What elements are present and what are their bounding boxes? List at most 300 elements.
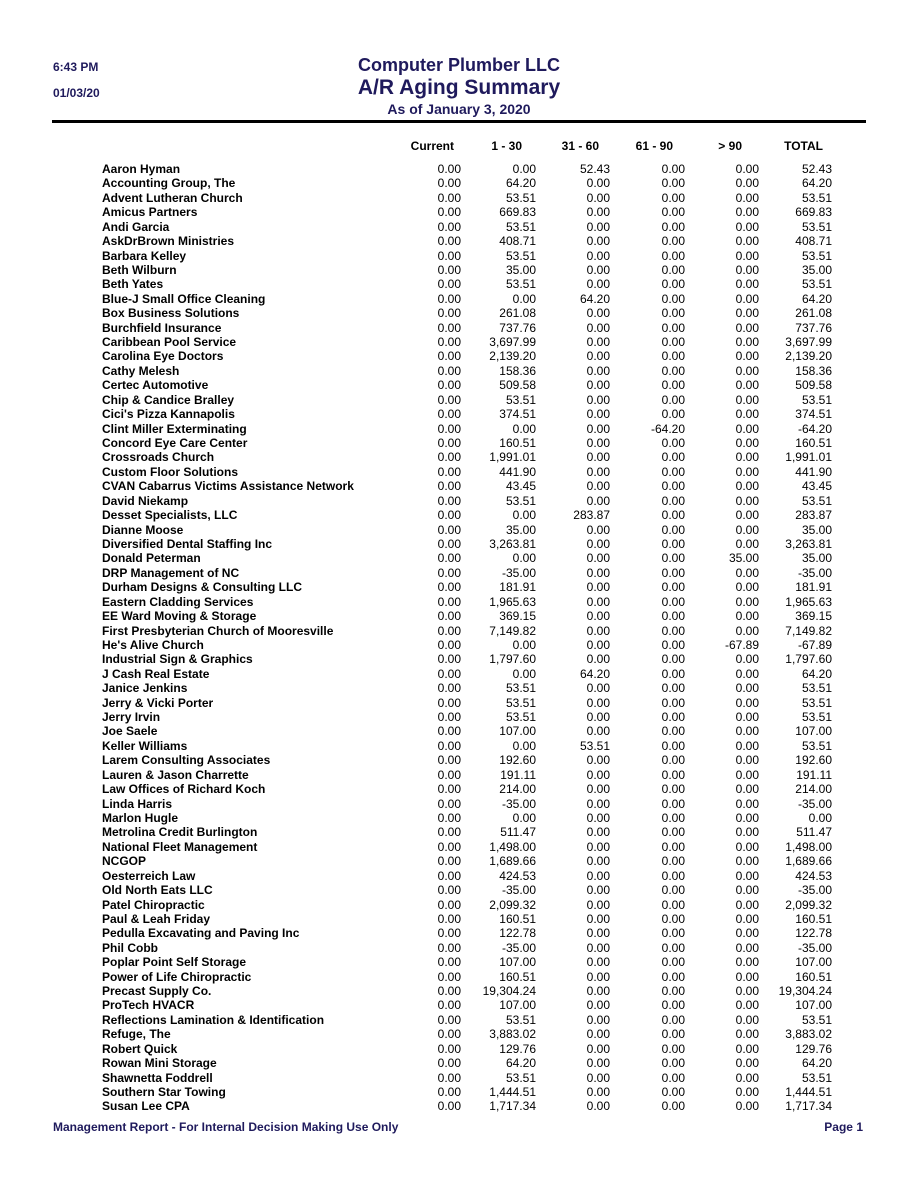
amount-61-90: 0.00 — [661, 1070, 685, 1085]
current-amount: 0.00 — [437, 536, 461, 551]
amount-61-90: 0.00 — [661, 349, 685, 364]
table-row — [0, 292, 918, 306]
amount-over-90: 0.00 — [735, 710, 759, 725]
amount-1-30: -35.00 — [501, 796, 536, 811]
amount-1-30: 160.51 — [499, 911, 536, 926]
current-amount: 0.00 — [437, 1041, 461, 1056]
amount-31-60: 0.00 — [586, 565, 610, 580]
amount-61-90: 0.00 — [661, 767, 685, 782]
amount-over-90: 0.00 — [735, 623, 759, 638]
table-row — [0, 667, 918, 681]
current-amount: 0.00 — [437, 854, 461, 869]
customer-name: Pedulla Excavating and Paving Inc — [102, 926, 300, 941]
customer-name: Joe Saele — [102, 724, 158, 739]
amount-1-30: 2,099.32 — [489, 897, 536, 912]
total-amount: 737.76 — [795, 320, 832, 335]
amount-31-60: 0.00 — [586, 479, 610, 494]
amount-over-90: 0.00 — [735, 1027, 759, 1042]
amount-61-90: 0.00 — [661, 594, 685, 609]
amount-1-30: 1,965.63 — [489, 594, 536, 609]
amount-1-30: 107.00 — [499, 955, 536, 970]
amount-over-90: 0.00 — [735, 508, 759, 523]
amount-61-90: 0.00 — [661, 1085, 685, 1099]
table-row — [0, 941, 918, 955]
customer-name: Cathy Melesh — [102, 363, 180, 378]
current-amount: 0.00 — [437, 1027, 461, 1042]
total-amount: 53.51 — [801, 392, 832, 407]
table-row — [0, 898, 918, 912]
total-amount: 408.71 — [795, 234, 832, 249]
amount-over-90: 0.00 — [735, 666, 759, 681]
amount-61-90: 0.00 — [661, 522, 685, 537]
amount-over-90: 0.00 — [735, 998, 759, 1013]
amount-31-60: 0.00 — [586, 378, 610, 393]
current-amount: 0.00 — [437, 450, 461, 465]
current-amount: 0.00 — [437, 782, 461, 797]
amount-1-30: 0.00 — [512, 421, 536, 436]
amount-1-30: 107.00 — [499, 724, 536, 739]
amount-over-90: 0.00 — [735, 162, 759, 176]
amount-1-30: 122.78 — [499, 926, 536, 941]
total-amount: 43.45 — [801, 479, 832, 494]
amount-31-60: 0.00 — [586, 234, 610, 249]
total-amount: 53.51 — [801, 190, 832, 205]
total-amount: 0.00 — [808, 810, 832, 825]
amount-61-90: 0.00 — [661, 219, 685, 234]
amount-over-90: 0.00 — [735, 436, 759, 451]
amount-over-90: 0.00 — [735, 1012, 759, 1027]
amount-31-60: 0.00 — [586, 609, 610, 624]
amount-1-30: 0.00 — [512, 162, 536, 176]
amount-over-90: 0.00 — [735, 839, 759, 854]
customer-name: Robert Quick — [102, 1041, 178, 1056]
amount-1-30: 53.51 — [505, 1012, 536, 1027]
amount-31-60: 64.20 — [579, 666, 610, 681]
current-amount: 0.00 — [437, 1099, 461, 1114]
amount-1-30: 53.51 — [505, 392, 536, 407]
amount-1-30: 19,304.24 — [482, 984, 536, 999]
amount-31-60: 0.00 — [586, 652, 610, 667]
current-amount: 0.00 — [437, 378, 461, 393]
current-amount: 0.00 — [437, 710, 461, 725]
amount-61-90: 0.00 — [661, 450, 685, 465]
amount-31-60: 0.00 — [586, 681, 610, 696]
amount-1-30: 181.91 — [499, 580, 536, 595]
customer-name: J Cash Real Estate — [102, 666, 210, 681]
amount-1-30: 669.83 — [499, 205, 536, 220]
amount-31-60: 0.00 — [586, 407, 610, 422]
total-amount: 160.51 — [795, 969, 832, 984]
current-amount: 0.00 — [437, 219, 461, 234]
amount-31-60: 0.00 — [586, 306, 610, 321]
amount-31-60: 0.00 — [586, 767, 610, 782]
current-amount: 0.00 — [437, 839, 461, 854]
table-row — [0, 407, 918, 421]
amount-1-30: 1,717.34 — [489, 1099, 536, 1114]
amount-1-30: 424.53 — [499, 868, 536, 883]
amount-1-30: 160.51 — [499, 436, 536, 451]
total-amount: 64.20 — [801, 291, 832, 306]
amount-61-90: 0.00 — [661, 710, 685, 725]
amount-over-90: 0.00 — [735, 854, 759, 869]
total-amount: 7,149.82 — [785, 623, 832, 638]
amount-31-60: 0.00 — [586, 810, 610, 825]
total-amount: 160.51 — [795, 436, 832, 451]
customer-name: Donald Peterman — [102, 551, 201, 566]
amount-1-30: 214.00 — [499, 782, 536, 797]
table-row — [0, 912, 918, 926]
amount-31-60: 0.00 — [586, 363, 610, 378]
customer-name: Chip & Candice Bralley — [102, 392, 235, 407]
customer-name: Diversified Dental Staffing Inc — [102, 536, 273, 551]
amount-over-90: 0.00 — [735, 1041, 759, 1056]
report-date: 01/03/20 — [53, 86, 100, 100]
column-header-61-90: 61 - 90 — [635, 139, 673, 153]
amount-61-90: 0.00 — [661, 493, 685, 508]
amount-1-30: 3,263.81 — [489, 536, 536, 551]
customer-name: Aaron Hyman — [102, 162, 181, 176]
amount-31-60: 0.00 — [586, 464, 610, 479]
customer-name: Beth Wilburn — [102, 262, 177, 277]
amount-31-60: 0.00 — [586, 1085, 610, 1099]
amount-over-90: 0.00 — [735, 306, 759, 321]
table-row — [0, 797, 918, 811]
amount-61-90: 0.00 — [661, 782, 685, 797]
current-amount: 0.00 — [437, 897, 461, 912]
table-row — [0, 595, 918, 609]
amount-31-60: 0.00 — [586, 883, 610, 898]
amount-over-90: 0.00 — [735, 984, 759, 999]
total-amount: -64.20 — [797, 421, 832, 436]
customer-name: Industrial Sign & Graphics — [102, 652, 253, 667]
amount-31-60: 64.20 — [579, 291, 610, 306]
amount-1-30: 53.51 — [505, 681, 536, 696]
total-amount: 35.00 — [801, 262, 832, 277]
current-amount: 0.00 — [437, 1070, 461, 1085]
amount-61-90: 0.00 — [661, 753, 685, 768]
amount-61-90: 0.00 — [661, 205, 685, 220]
amount-over-90: 0.00 — [735, 205, 759, 220]
amount-over-90: 0.00 — [735, 609, 759, 624]
table-row — [0, 422, 918, 436]
table-row — [0, 998, 918, 1012]
amount-31-60: 0.00 — [586, 436, 610, 451]
amount-over-90: 0.00 — [735, 291, 759, 306]
customer-name: Old North Eats LLC — [102, 883, 213, 898]
total-amount: 191.11 — [796, 767, 832, 782]
current-amount: 0.00 — [437, 637, 461, 652]
table-row — [0, 739, 918, 753]
amount-61-90: 0.00 — [661, 536, 685, 551]
table-row — [0, 883, 918, 897]
amount-over-90: 0.00 — [735, 1099, 759, 1114]
amount-61-90: 0.00 — [661, 666, 685, 681]
customer-name: National Fleet Management — [102, 839, 258, 854]
customer-name: Larem Consulting Associates — [102, 753, 271, 768]
total-amount: 107.00 — [795, 724, 832, 739]
amount-1-30: 53.51 — [505, 219, 536, 234]
amount-over-90: 0.00 — [735, 219, 759, 234]
total-amount: 3,697.99 — [785, 335, 832, 350]
amount-over-90: 0.00 — [735, 234, 759, 249]
total-amount: 283.87 — [795, 508, 832, 523]
customer-name: Law Offices of Richard Koch — [102, 782, 266, 797]
report-time: 6:43 PM — [53, 60, 99, 74]
table-row — [0, 768, 918, 782]
total-amount: 129.76 — [795, 1041, 832, 1056]
amount-61-90: 0.00 — [661, 436, 685, 451]
amount-1-30: 53.51 — [505, 248, 536, 263]
total-amount: 1,991.01 — [785, 450, 832, 465]
amount-1-30: 0.00 — [512, 666, 536, 681]
current-amount: 0.00 — [437, 666, 461, 681]
total-amount: 53.51 — [801, 710, 832, 725]
table-row — [0, 984, 918, 998]
total-amount: 122.78 — [795, 926, 832, 941]
total-amount: 160.51 — [795, 911, 832, 926]
amount-over-90: 0.00 — [735, 407, 759, 422]
current-amount: 0.00 — [437, 609, 461, 624]
amount-61-90: 0.00 — [661, 320, 685, 335]
customer-name: NCGOP — [102, 854, 147, 869]
amount-31-60: 0.00 — [586, 825, 610, 840]
table-row — [0, 321, 918, 335]
total-amount: 511.47 — [796, 825, 832, 840]
customer-name: Custom Floor Solutions — [102, 464, 238, 479]
customer-name: Desset Specialists, LLC — [102, 508, 238, 523]
amount-1-30: 1,444.51 — [489, 1085, 536, 1099]
amount-1-30: 374.51 — [499, 407, 536, 422]
current-amount: 0.00 — [437, 695, 461, 710]
total-amount: 64.20 — [801, 1056, 832, 1071]
amount-31-60: 0.00 — [586, 1070, 610, 1085]
amount-over-90: 0.00 — [735, 1085, 759, 1099]
amount-1-30: 0.00 — [512, 291, 536, 306]
table-row — [0, 220, 918, 234]
current-amount: 0.00 — [437, 508, 461, 523]
total-amount: 1,444.51 — [785, 1085, 832, 1099]
amount-61-90: 0.00 — [661, 810, 685, 825]
table-row — [0, 970, 918, 984]
current-amount: 0.00 — [437, 825, 461, 840]
amount-over-90: -67.89 — [724, 637, 759, 652]
amount-1-30: 0.00 — [512, 810, 536, 825]
amount-over-90: 0.00 — [735, 738, 759, 753]
amount-31-60: 0.00 — [586, 839, 610, 854]
amount-31-60: 0.00 — [586, 1056, 610, 1071]
amount-31-60: 0.00 — [586, 248, 610, 263]
table-row — [0, 1071, 918, 1085]
current-amount: 0.00 — [437, 681, 461, 696]
customer-name: Lauren & Jason Charrette — [102, 767, 249, 782]
amount-over-90: 0.00 — [735, 955, 759, 970]
table-row — [0, 176, 918, 190]
amount-31-60: 0.00 — [586, 710, 610, 725]
amount-31-60: 0.00 — [586, 493, 610, 508]
amount-61-90: 0.00 — [661, 565, 685, 580]
total-amount: 669.83 — [795, 205, 832, 220]
customer-name: Power of Life Chiropractic — [102, 969, 252, 984]
amount-61-90: 0.00 — [661, 955, 685, 970]
amount-31-60: 0.00 — [586, 969, 610, 984]
amount-1-30: 129.76 — [499, 1041, 536, 1056]
current-amount: 0.00 — [437, 551, 461, 566]
total-amount: -67.89 — [797, 637, 832, 652]
customer-name: Caribbean Pool Service — [102, 335, 237, 350]
current-amount: 0.00 — [437, 392, 461, 407]
total-amount: 509.58 — [795, 378, 832, 393]
amount-over-90: 0.00 — [735, 767, 759, 782]
amount-61-90: 0.00 — [661, 190, 685, 205]
current-amount: 0.00 — [437, 810, 461, 825]
amount-over-90: 0.00 — [735, 392, 759, 407]
table-row — [0, 465, 918, 479]
amount-61-90: 0.00 — [661, 911, 685, 926]
total-amount: 19,304.24 — [778, 984, 832, 999]
total-amount: 2,139.20 — [785, 349, 832, 364]
amount-1-30: 1,991.01 — [489, 450, 536, 465]
total-amount: 441.90 — [795, 464, 832, 479]
amount-61-90: 0.00 — [661, 392, 685, 407]
table-row — [0, 869, 918, 883]
amount-over-90: 0.00 — [735, 190, 759, 205]
amount-61-90: 0.00 — [661, 926, 685, 941]
amount-61-90: 0.00 — [661, 378, 685, 393]
amount-over-90: 0.00 — [735, 969, 759, 984]
customer-name: Concord Eye Care Center — [102, 436, 248, 451]
amount-61-90: 0.00 — [661, 262, 685, 277]
table-row — [0, 249, 918, 263]
table-row — [0, 753, 918, 767]
total-amount: 53.51 — [801, 248, 832, 263]
amount-1-30: 53.51 — [505, 710, 536, 725]
amount-over-90: 0.00 — [735, 911, 759, 926]
amount-1-30: 0.00 — [512, 637, 536, 652]
amount-31-60: 0.00 — [586, 1012, 610, 1027]
customer-name: David Niekamp — [102, 493, 189, 508]
amount-61-90: -64.20 — [650, 421, 685, 436]
customer-name: Paul & Leah Friday — [102, 911, 211, 926]
total-amount: 53.51 — [801, 1070, 832, 1085]
table-row — [0, 537, 918, 551]
amount-31-60: 0.00 — [586, 940, 610, 955]
amount-31-60: 0.00 — [586, 695, 610, 710]
table-row — [0, 580, 918, 594]
current-amount: 0.00 — [437, 926, 461, 941]
current-amount: 0.00 — [437, 969, 461, 984]
table-row — [0, 1099, 918, 1113]
amount-61-90: 0.00 — [661, 363, 685, 378]
amount-over-90: 0.00 — [735, 681, 759, 696]
header-rule — [52, 120, 866, 123]
customer-name: Blue-J Small Office Cleaning — [102, 291, 266, 306]
amount-61-90: 0.00 — [661, 176, 685, 191]
amount-1-30: 64.20 — [505, 1056, 536, 1071]
amount-over-90: 0.00 — [735, 277, 759, 292]
amount-1-30: 1,689.66 — [489, 854, 536, 869]
table-row — [0, 609, 918, 623]
total-amount: 374.51 — [795, 407, 832, 422]
column-header-over-90: > 90 — [718, 139, 742, 153]
table-row — [0, 494, 918, 508]
amount-31-60: 0.00 — [586, 637, 610, 652]
total-amount: 107.00 — [795, 955, 832, 970]
total-amount: -35.00 — [797, 796, 832, 811]
total-amount: 107.00 — [795, 998, 832, 1013]
amount-61-90: 0.00 — [661, 479, 685, 494]
customer-name: Jerry Irvin — [102, 710, 161, 725]
table-row — [0, 436, 918, 450]
amount-61-90: 0.00 — [661, 868, 685, 883]
amount-31-60: 0.00 — [586, 911, 610, 926]
table-row — [0, 1027, 918, 1041]
total-amount: 1,717.34 — [785, 1099, 832, 1114]
current-amount: 0.00 — [437, 940, 461, 955]
customer-name: Andi Garcia — [102, 219, 170, 234]
current-amount: 0.00 — [437, 363, 461, 378]
amount-31-60: 0.00 — [586, 796, 610, 811]
amount-31-60: 52.43 — [579, 162, 610, 176]
customer-name: AskDrBrown Ministries — [102, 234, 235, 249]
amount-1-30: 511.47 — [500, 825, 536, 840]
amount-31-60: 0.00 — [586, 594, 610, 609]
current-amount: 0.00 — [437, 522, 461, 537]
page-number: Page 1 — [824, 1120, 863, 1134]
amount-over-90: 0.00 — [735, 349, 759, 364]
customer-name: Dianne Moose — [102, 522, 184, 537]
customer-name: First Presbyterian Church of Mooresville — [102, 623, 334, 638]
amount-over-90: 0.00 — [735, 897, 759, 912]
amount-1-30: 1,498.00 — [489, 839, 536, 854]
current-amount: 0.00 — [437, 407, 461, 422]
amount-over-90: 0.00 — [735, 695, 759, 710]
customer-name: Shawnetta Foddrell — [102, 1070, 213, 1085]
amount-1-30: 261.08 — [499, 306, 536, 321]
customer-name: Amicus Partners — [102, 205, 198, 220]
current-amount: 0.00 — [437, 248, 461, 263]
amount-over-90: 0.00 — [735, 320, 759, 335]
amount-31-60: 0.00 — [586, 176, 610, 191]
total-amount: 369.15 — [795, 609, 832, 624]
current-amount: 0.00 — [437, 421, 461, 436]
current-amount: 0.00 — [437, 190, 461, 205]
current-amount: 0.00 — [437, 162, 461, 176]
amount-over-90: 0.00 — [735, 1056, 759, 1071]
amount-61-90: 0.00 — [661, 551, 685, 566]
amount-31-60: 0.00 — [586, 724, 610, 739]
total-amount: 1,965.63 — [785, 594, 832, 609]
table-row — [0, 624, 918, 638]
amount-1-30: 53.51 — [505, 1070, 536, 1085]
table-row — [0, 811, 918, 825]
amount-over-90: 0.00 — [735, 652, 759, 667]
amount-61-90: 0.00 — [661, 854, 685, 869]
amount-1-30: 441.90 — [499, 464, 536, 479]
amount-over-90: 0.00 — [735, 753, 759, 768]
amount-over-90: 0.00 — [735, 810, 759, 825]
current-amount: 0.00 — [437, 436, 461, 451]
current-amount: 0.00 — [437, 320, 461, 335]
total-amount: 3,263.81 — [785, 536, 832, 551]
table-row — [0, 191, 918, 205]
amount-31-60: 0.00 — [586, 753, 610, 768]
total-amount: -35.00 — [797, 883, 832, 898]
table-row — [0, 393, 918, 407]
amount-1-30: 53.51 — [505, 277, 536, 292]
amount-1-30: 0.00 — [512, 738, 536, 753]
amount-31-60: 0.00 — [586, 897, 610, 912]
amount-31-60: 0.00 — [586, 320, 610, 335]
